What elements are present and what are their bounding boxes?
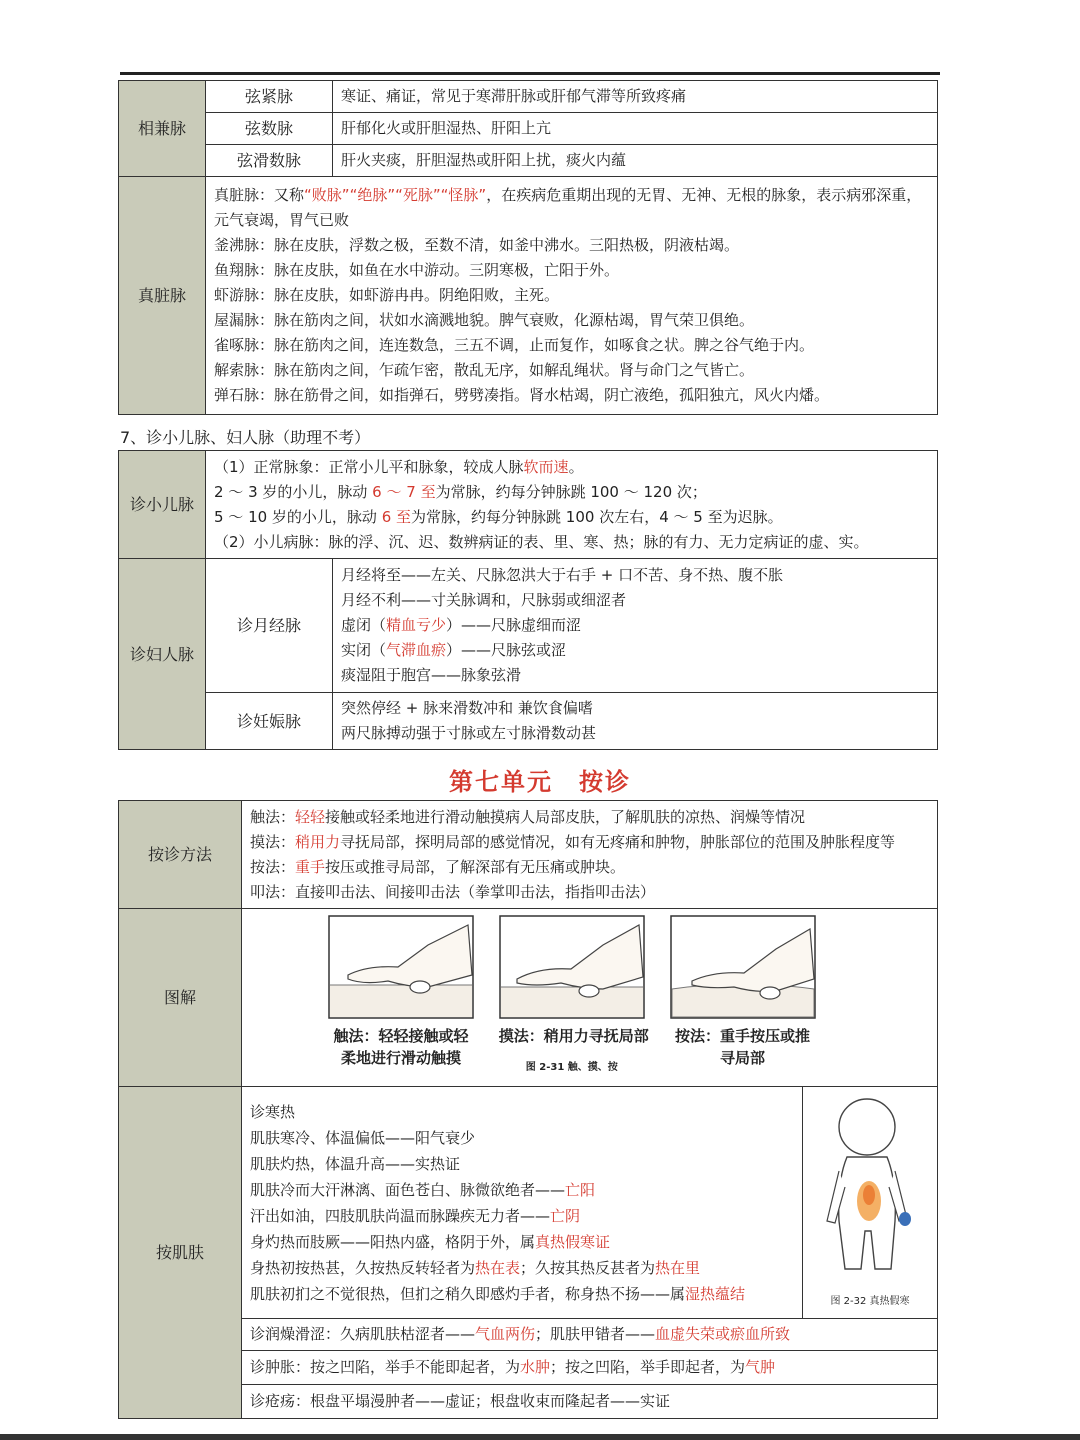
zhenzang-intro-2: 元气衰竭，胃气已败: [214, 211, 350, 229]
cold-heat-content: 诊寒热 肌肤寒冷、体温偏低——阳气衰少 肌肤灼热，体温升高——实热证 肌肤冷而大汗淋漓、面色苍白、脉微欲绝者——亡阳 汗出如油，四肢肌肤尚温而脉躁疾无力者——亡阴 身灼热而肢厥——阳热内盛，格阴于外，属真热假寒证 身热初按热甚，久按热反转轻者为热在表；久按其热反甚者为热在里 肌肤初扪之不觉很热，但扪之稍久即感灼手者，称身热不扬——属湿热蕴结: [242, 1087, 803, 1319]
touch-panel: 触法：轻轻接触或轻柔地进行滑动触摸: [328, 915, 474, 1069]
section-7-heading: 7、诊小儿脉、妇人脉（助理不考）: [120, 428, 371, 447]
child-pulse-label: 诊小儿脉: [119, 451, 206, 559]
diagram-label: 图解: [119, 909, 242, 1087]
pregnancy-pulse-content: 突然停经 + 脉来滑数冲和 兼饮食偏嗜 两尺脉搏动强于寸脉或左寸脉滑数动甚: [333, 693, 938, 750]
bottom-rule: [0, 1434, 1080, 1440]
list-item: 釜沸脉：脉在皮肤，浮数之极，至数不清，如釜中沸水。三阳热极，阴液枯竭。: [214, 236, 740, 254]
pulse-desc: 肝火夹痰，肝胆湿热或肝阳上扰，痰火内蕴: [333, 145, 938, 177]
figure-caption: 图 2-31 触、摸、按: [525, 1062, 618, 1073]
unit-7-title: 第七单元 按诊: [449, 768, 631, 796]
true-heat-false-cold-figure: [803, 1087, 938, 1319]
menses-pulse-content: 月经将至——左关、尺脉忽洪大于右手 + 口不苦、身不热、腹不胀 月经不利——寸关脉调和，尺脉弱或细涩者 虚闭（精血亏少）——尺脉虚细而涩 实闭（气滞血瘀）——尺脉弦或涩 痰湿阻于胞宫——脉象弦滑: [333, 559, 938, 693]
figure-caption: 图 2-32 真热假寒: [830, 1296, 910, 1307]
women-pulse-label: 诊妇人脉: [119, 559, 206, 750]
pulse-desc: 肝郁化火或肝胆湿热、肝阳上亢: [333, 113, 938, 145]
pulse-name: 弦数脉: [206, 113, 333, 145]
list-item: 鱼翔脉：脉在皮肤，如鱼在水中游动。三阴寒极，亡阳于外。: [214, 261, 620, 279]
swelling-content: 诊肿胀：按之凹陷，举手不能即起者，为水肿；按之凹陷，举手即起者，为气肿: [242, 1351, 938, 1385]
pulse-desc: 寒证、痛证，常见于寒滞肝脉或肝郁气滞等所致疼痛: [333, 81, 938, 113]
methods-label: 按诊方法: [119, 801, 242, 909]
menses-pulse-label: 诊月经脉: [206, 559, 333, 693]
child-women-table: [118, 450, 938, 750]
diagram-content: [242, 909, 938, 1087]
pulse-table: [118, 80, 938, 415]
hand-touch-illustration: [328, 915, 474, 1019]
child-pulse-content: （1）正常脉象：正常小儿平和脉象，较成人脉软而速。 2 ～ 3 岁的小儿，脉动 6 ～ 7 至为常脉，约每分钟脉跳 100 ～ 120 次； 5 ～ 10 岁的小儿，脉动 6 至为常脉，约每分钟脉跳 100 次左右，4 ～ 5 至为迟脉。 （2）小儿病脉：脉的浮、沉、迟、数辨病证的表、里、寒、热；脉的有力、无力定病证的虚、实。: [206, 451, 938, 559]
zhenzang-content: [206, 177, 938, 415]
pulse-name: 弦紧脉: [206, 81, 333, 113]
body-figure-illustration: [825, 1091, 915, 1281]
list-item: 弹石脉：脉在筋骨之间，如指弹石，劈劈凑指。肾水枯竭，阴亡液绝，孤阳独亢，风火内燔。: [214, 386, 830, 404]
list-item: 虾游脉：脉在皮肤，如虾游冉冉。阴绝阳败，主死。: [214, 286, 560, 304]
top-rule: [120, 72, 940, 75]
skin-palpation-label: 按肌肤: [119, 1087, 242, 1419]
press-panel: 按法：重手按压或推寻局部: [670, 915, 816, 1069]
sore-content: 诊疮疡：根盘平塌漫肿者——虚证；根盘收束而隆起者——实证: [242, 1385, 938, 1419]
hand-stroke-illustration: [499, 915, 645, 1019]
moisture-content: 诊润燥滑涩：久病肌肤枯涩者——气血两伤；肌肤甲错者——血虚失荣或瘀血所致: [242, 1319, 938, 1351]
stroke-panel: 摸法：稍用力寻抚局部 图 2-31 触、摸、按: [499, 915, 645, 1079]
pulse-name: 弦滑数脉: [206, 145, 333, 177]
list-item: 屋漏脉：脉在筋肉之间，状如水滴溅地貌。脾气衰败，化源枯竭，胃气荣卫俱绝。: [214, 311, 755, 329]
list-item: 解索脉：脉在筋肉之间，乍疏乍密，散乱无序，如解乱绳状。肾与命门之气皆亡。: [214, 361, 755, 379]
hand-press-illustration: [670, 915, 816, 1019]
xiangjian-label: 相兼脉: [119, 81, 206, 177]
list-item: 雀啄脉：脉在筋肉之间，连连数急，三五不调，止而复作，如啄食之状。脾之谷气绝于内。: [214, 336, 815, 354]
zhenzang-label: 真脏脉: [119, 177, 206, 415]
pregnancy-pulse-label: 诊妊娠脉: [206, 693, 333, 750]
methods-content: 触法：轻轻接触或轻柔地进行滑动触摸病人局部皮肤，了解肌肤的凉热、润燥等情况 摸法：稍用力寻抚局部，探明局部的感觉情况，如有无疼痛和肿物，肿胀部位的范围及肿胀程度等 按法：重手按压或推寻局部，了解深部有无压痛或肿块。 叩法：直接叩击法、间接叩击法（拳掌叩击法，指指叩击法）: [242, 801, 938, 909]
palpation-table: [118, 800, 938, 1419]
zhenzang-intro: 真脏脉：又称“败脉”“绝脉”“死脉”“怪脉”，在疾病危重期出现的无胃、无神、无根的脉象，表示病邪深重，: [214, 186, 922, 204]
